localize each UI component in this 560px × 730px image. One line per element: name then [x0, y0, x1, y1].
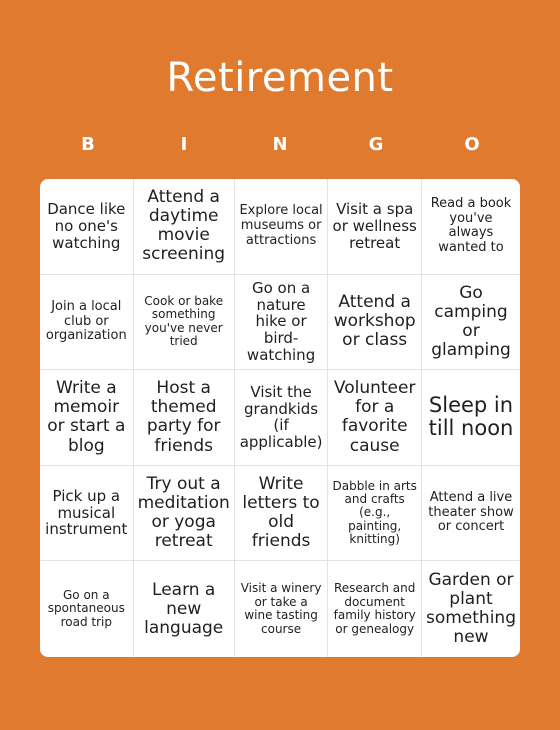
bingo-cell[interactable]: Go on a spontaneous road trip	[40, 561, 134, 657]
bingo-cell[interactable]: Attend a workshop or class	[328, 275, 422, 371]
bingo-cell[interactable]: Learn a new language	[134, 561, 235, 657]
bingo-letter-g: G	[368, 134, 384, 155]
bingo-cell[interactable]: Go camping or glamping	[422, 275, 520, 371]
bingo-cell[interactable]: Write letters to old friends	[235, 466, 329, 562]
bingo-cell[interactable]: Research and document family history or genealogy	[328, 561, 422, 657]
bingo-cell[interactable]: Visit a spa or wellness retreat	[328, 179, 422, 275]
bingo-cell[interactable]: Host a themed party for friends	[134, 370, 235, 466]
bingo-cell[interactable]: Explore local museums or attractions	[235, 179, 329, 275]
bingo-cell[interactable]: Cook or bake something you've never tried	[134, 275, 235, 371]
bingo-cell[interactable]: Attend a live theater show or concert	[422, 466, 520, 562]
bingo-letter-i: I	[180, 134, 188, 155]
bingo-cell[interactable]: Read a book you've always wanted to	[422, 179, 520, 275]
page-title: Retirement	[166, 55, 394, 101]
bingo-cell[interactable]: Try out a meditation or yoga retreat	[134, 466, 235, 562]
bingo-cell[interactable]: Visit a winery or take a wine tasting course	[235, 561, 329, 657]
bingo-cell[interactable]: Go on a nature hike or bird-watching	[235, 275, 329, 371]
bingo-letters-row	[40, 133, 520, 157]
bingo-cell[interactable]: Dance like no one's watching	[40, 179, 134, 275]
bingo-letter-o: O	[464, 134, 480, 155]
bingo-cell[interactable]: Pick up a musical instrument	[40, 466, 134, 562]
bingo-cell[interactable]: Attend a daytime movie screening	[134, 179, 235, 275]
bingo-cell[interactable]: Volunteer for a favorite cause	[328, 370, 422, 466]
bingo-letter-b: B	[81, 134, 95, 155]
bingo-cell[interactable]: Garden or plant something new	[425, 570, 516, 648]
bingo-cell[interactable]: Dabble in arts and crafts (e.g., painting, knitting)	[328, 466, 422, 562]
bingo-cell[interactable]: Write a memoir or start a blog	[40, 370, 134, 466]
bingo-cell[interactable]: Sleep in till noon	[422, 370, 520, 466]
bingo-letter-n: N	[272, 134, 288, 155]
bingo-cell[interactable]: Visit the grandkids (if applicable)	[235, 370, 329, 466]
bingo-board	[40, 179, 520, 657]
bingo-cell[interactable]: Join a local club or organization	[40, 275, 134, 371]
